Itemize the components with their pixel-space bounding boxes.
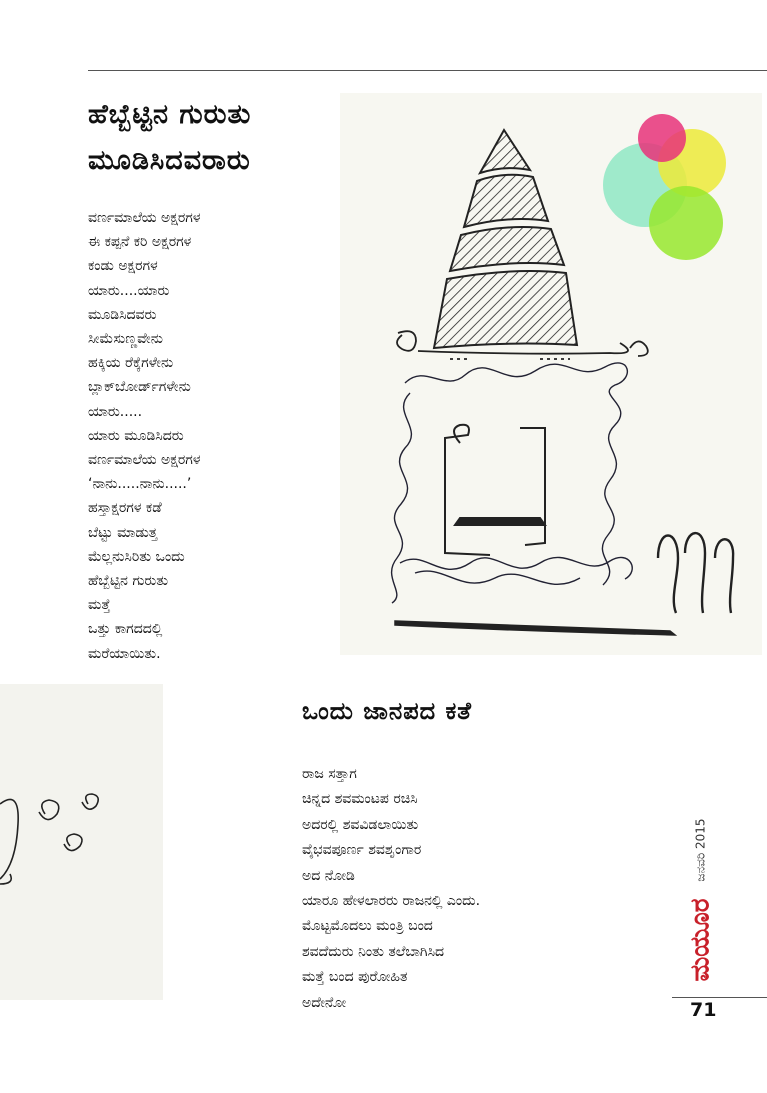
pink-circle bbox=[638, 114, 686, 162]
story-line: ರಾಜ ಸತ್ತಾಗ bbox=[302, 766, 357, 782]
poem-line: ಹಕ್ಕಿಯ ರೆಕ್ಕೆಗಳೇನು bbox=[88, 355, 174, 372]
inner-bracket bbox=[445, 425, 545, 555]
poem-line: ಬ್ಲಾಕ್‌ಬೋರ್ಡ್‌ಗಳೇನು bbox=[88, 379, 191, 396]
top-rule bbox=[88, 70, 767, 71]
poem-line: ಬೆಟ್ಟು ಮಾಡುತ್ತ bbox=[88, 524, 158, 541]
poem-line: ಮತ್ತೆ bbox=[88, 597, 111, 614]
illustration-panel bbox=[340, 93, 762, 655]
poem-line: ಹಸ್ತಾಕ್ಷರಗಳ ಕಡೆ bbox=[88, 500, 162, 517]
poem-title-line-1: ಹೆಬ್ಬೆಟ್ಟಿನ ಗುರುತು bbox=[88, 99, 252, 130]
poem-line: ಯಾರು ಮೂಡಿಸಿದರು bbox=[88, 427, 184, 444]
poem-line: ಯಾರು....ಯಾರು bbox=[88, 282, 170, 299]
poem-line: ಸೀಮೆಸುಣ್ಣವೇನು bbox=[88, 331, 163, 348]
poem-line: ಹೆಬ್ಬೆಟ್ಟಿನ ಗುರುತು bbox=[88, 573, 169, 590]
story-line: ಶವದೆದುರು ನಿಂತು ತಲೆಬಾಗಿಸಿದ bbox=[302, 943, 445, 960]
poem-line: ಯಾರು..... bbox=[88, 403, 143, 420]
story-line: ಯಾರೂ ಹೇಳಲಾರರು ರಾಜನಲ್ಲಿ ಎಂದು. bbox=[302, 893, 481, 910]
footer-rule bbox=[672, 997, 767, 998]
story-title: ಒಂದು ಜಾನಪದ ಕತೆ bbox=[302, 697, 472, 725]
hatched-cone bbox=[434, 130, 577, 348]
issue-date-text: ಜನವರಿ 2015 bbox=[693, 818, 708, 882]
story-line: ಚಿನ್ನದ ಶವಮಂಟಪ ರಚಿಸಿ bbox=[302, 791, 418, 808]
poem-line: ‘ನಾನು.....ನಾನು.....’ bbox=[88, 476, 192, 493]
poem-line: ಕಂಡು ಅಕ್ಷರಗಳ bbox=[88, 258, 158, 275]
magazine-logo bbox=[683, 898, 719, 982]
page-number: 71 bbox=[690, 999, 717, 1021]
figure-strokes bbox=[658, 533, 733, 613]
poem-line: ವರ್ಣಮಾಲೆಯ ಅಕ್ಷರಗಳ bbox=[88, 452, 201, 469]
looped-frame bbox=[392, 363, 633, 603]
magazine-logo-text: ಮಯೂರ bbox=[685, 898, 716, 982]
poem-title bbox=[88, 92, 338, 184]
green-circle bbox=[649, 186, 723, 260]
spiral-illustration bbox=[0, 684, 163, 1000]
story-line: ಮತ್ತೆ ಬಂದ ಪುರೋಹಿತ bbox=[302, 969, 408, 986]
poem-line: ಮೂಡಿಸಿದವರು bbox=[88, 306, 157, 323]
story-line: ಅದ ನೋಡಿ bbox=[302, 867, 355, 884]
poem-line: ಈ ಕಪ್ಪನೆ ಕರಿ ಅಕ್ಷರಗಳ bbox=[88, 234, 192, 251]
poem-title-line-2: ಮೂಡಿಸಿದವರಾರು bbox=[88, 145, 251, 176]
poem-line: ವರ್ಣಮಾಲೆಯ ಅಕ್ಷರಗಳ bbox=[88, 210, 201, 226]
story-line: ವೈಭವಪೂರ್ಣ ಶವಶೃಂಗಾರ bbox=[302, 842, 422, 859]
poem-line: ಮರೆಯಾಯಿತು. bbox=[88, 645, 161, 662]
story-line: ಅದೇನೋ bbox=[302, 994, 347, 1011]
pen-drawing-illustration bbox=[340, 93, 762, 655]
colored-circles bbox=[603, 114, 726, 260]
story-body bbox=[302, 762, 682, 1016]
spiral-drawing bbox=[0, 684, 163, 1000]
story-line: ಅದರಲ್ಲಿ ಶವವಿಡಲಾಯಿತು bbox=[302, 816, 419, 833]
poem-line: ಒತ್ತು ಕಾಗದದಲ್ಲಿ bbox=[88, 621, 163, 638]
poem-body bbox=[88, 206, 338, 666]
poem-line: ಮೆಲ್ಲನುಸಿರಿತು ಒಂದು bbox=[88, 548, 185, 565]
issue-date bbox=[690, 805, 712, 895]
story-line: ಮೊಟ್ಟಮೊದಲು ಮಂತ್ರಿ ಬಂದ bbox=[302, 918, 433, 935]
ink-baseline bbox=[395, 621, 675, 635]
